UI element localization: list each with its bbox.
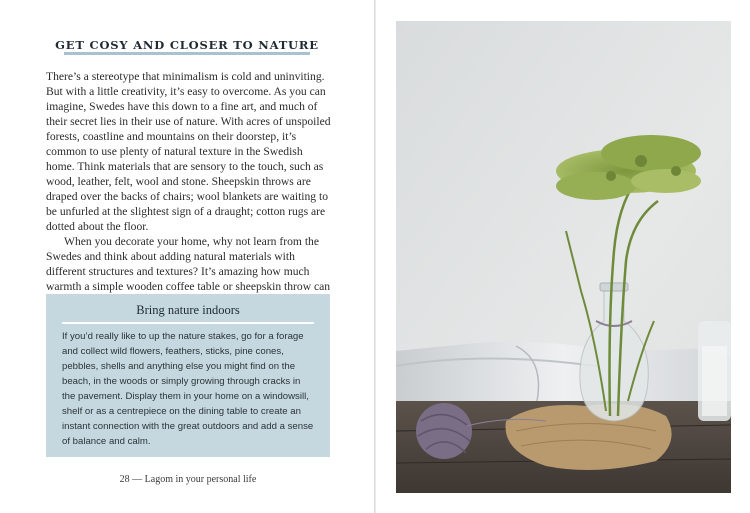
page-footer: [46, 474, 330, 485]
sidebar-box: [46, 294, 330, 457]
page-number: 28: [119, 474, 130, 485]
heading-underline: [64, 52, 310, 55]
footer-separator: —: [132, 474, 143, 485]
section-heading: GET COSY AND CLOSER TO NATURE: [55, 38, 319, 52]
sidebar-rule: [62, 322, 314, 324]
paragraph-2: When you decorate your home, why not learn from the Swedes and think about adding natural materials with different structures and textures? It’s amazing how much warmth a simple wooden coffee table or sheepskin throw can: [46, 235, 331, 293]
photo-vase-flowers-icon: [396, 21, 731, 493]
footer-section: Lagom in your personal life: [144, 474, 257, 485]
paragraph-1: There’s a stereotype that minimalism is cold and uninviting. But with a little creativity, it’s easy to overcome. As you can imagine, Swedes have this down to a fine art, and much of their secret lies in their use of nature. With acres of unspoiled forests, coastline and mountains on their doorstep, it’s common to use plenty of natural texture in the Swedish home. Think materials that are sensory to the touch, such as wood, leather, felt, wool and stone. Sheepskin throws are draped over the backs of chairs; wool blankets are waiting to be unfurled at the slightest sign of a draught; cotton rugs are dotted about the floor.: [46, 70, 331, 233]
sidebar-title: Bring nature indoors: [136, 303, 240, 317]
body-text: [46, 69, 334, 309]
sidebar-text: If you’d really like to up the nature stakes, go for a forage and collect wild flowers, feathers, sticks, pine cones, pebbles, shells and anything else you might find on the beach, in the woods or simply growing through cracks in the pavement. Display them in your home on a windowsill, shelf or as a centrepiece on the dining table to create an instant connection with the great outdoors and add a sense of balance and calm.: [62, 331, 314, 447]
left-page: [0, 0, 374, 513]
